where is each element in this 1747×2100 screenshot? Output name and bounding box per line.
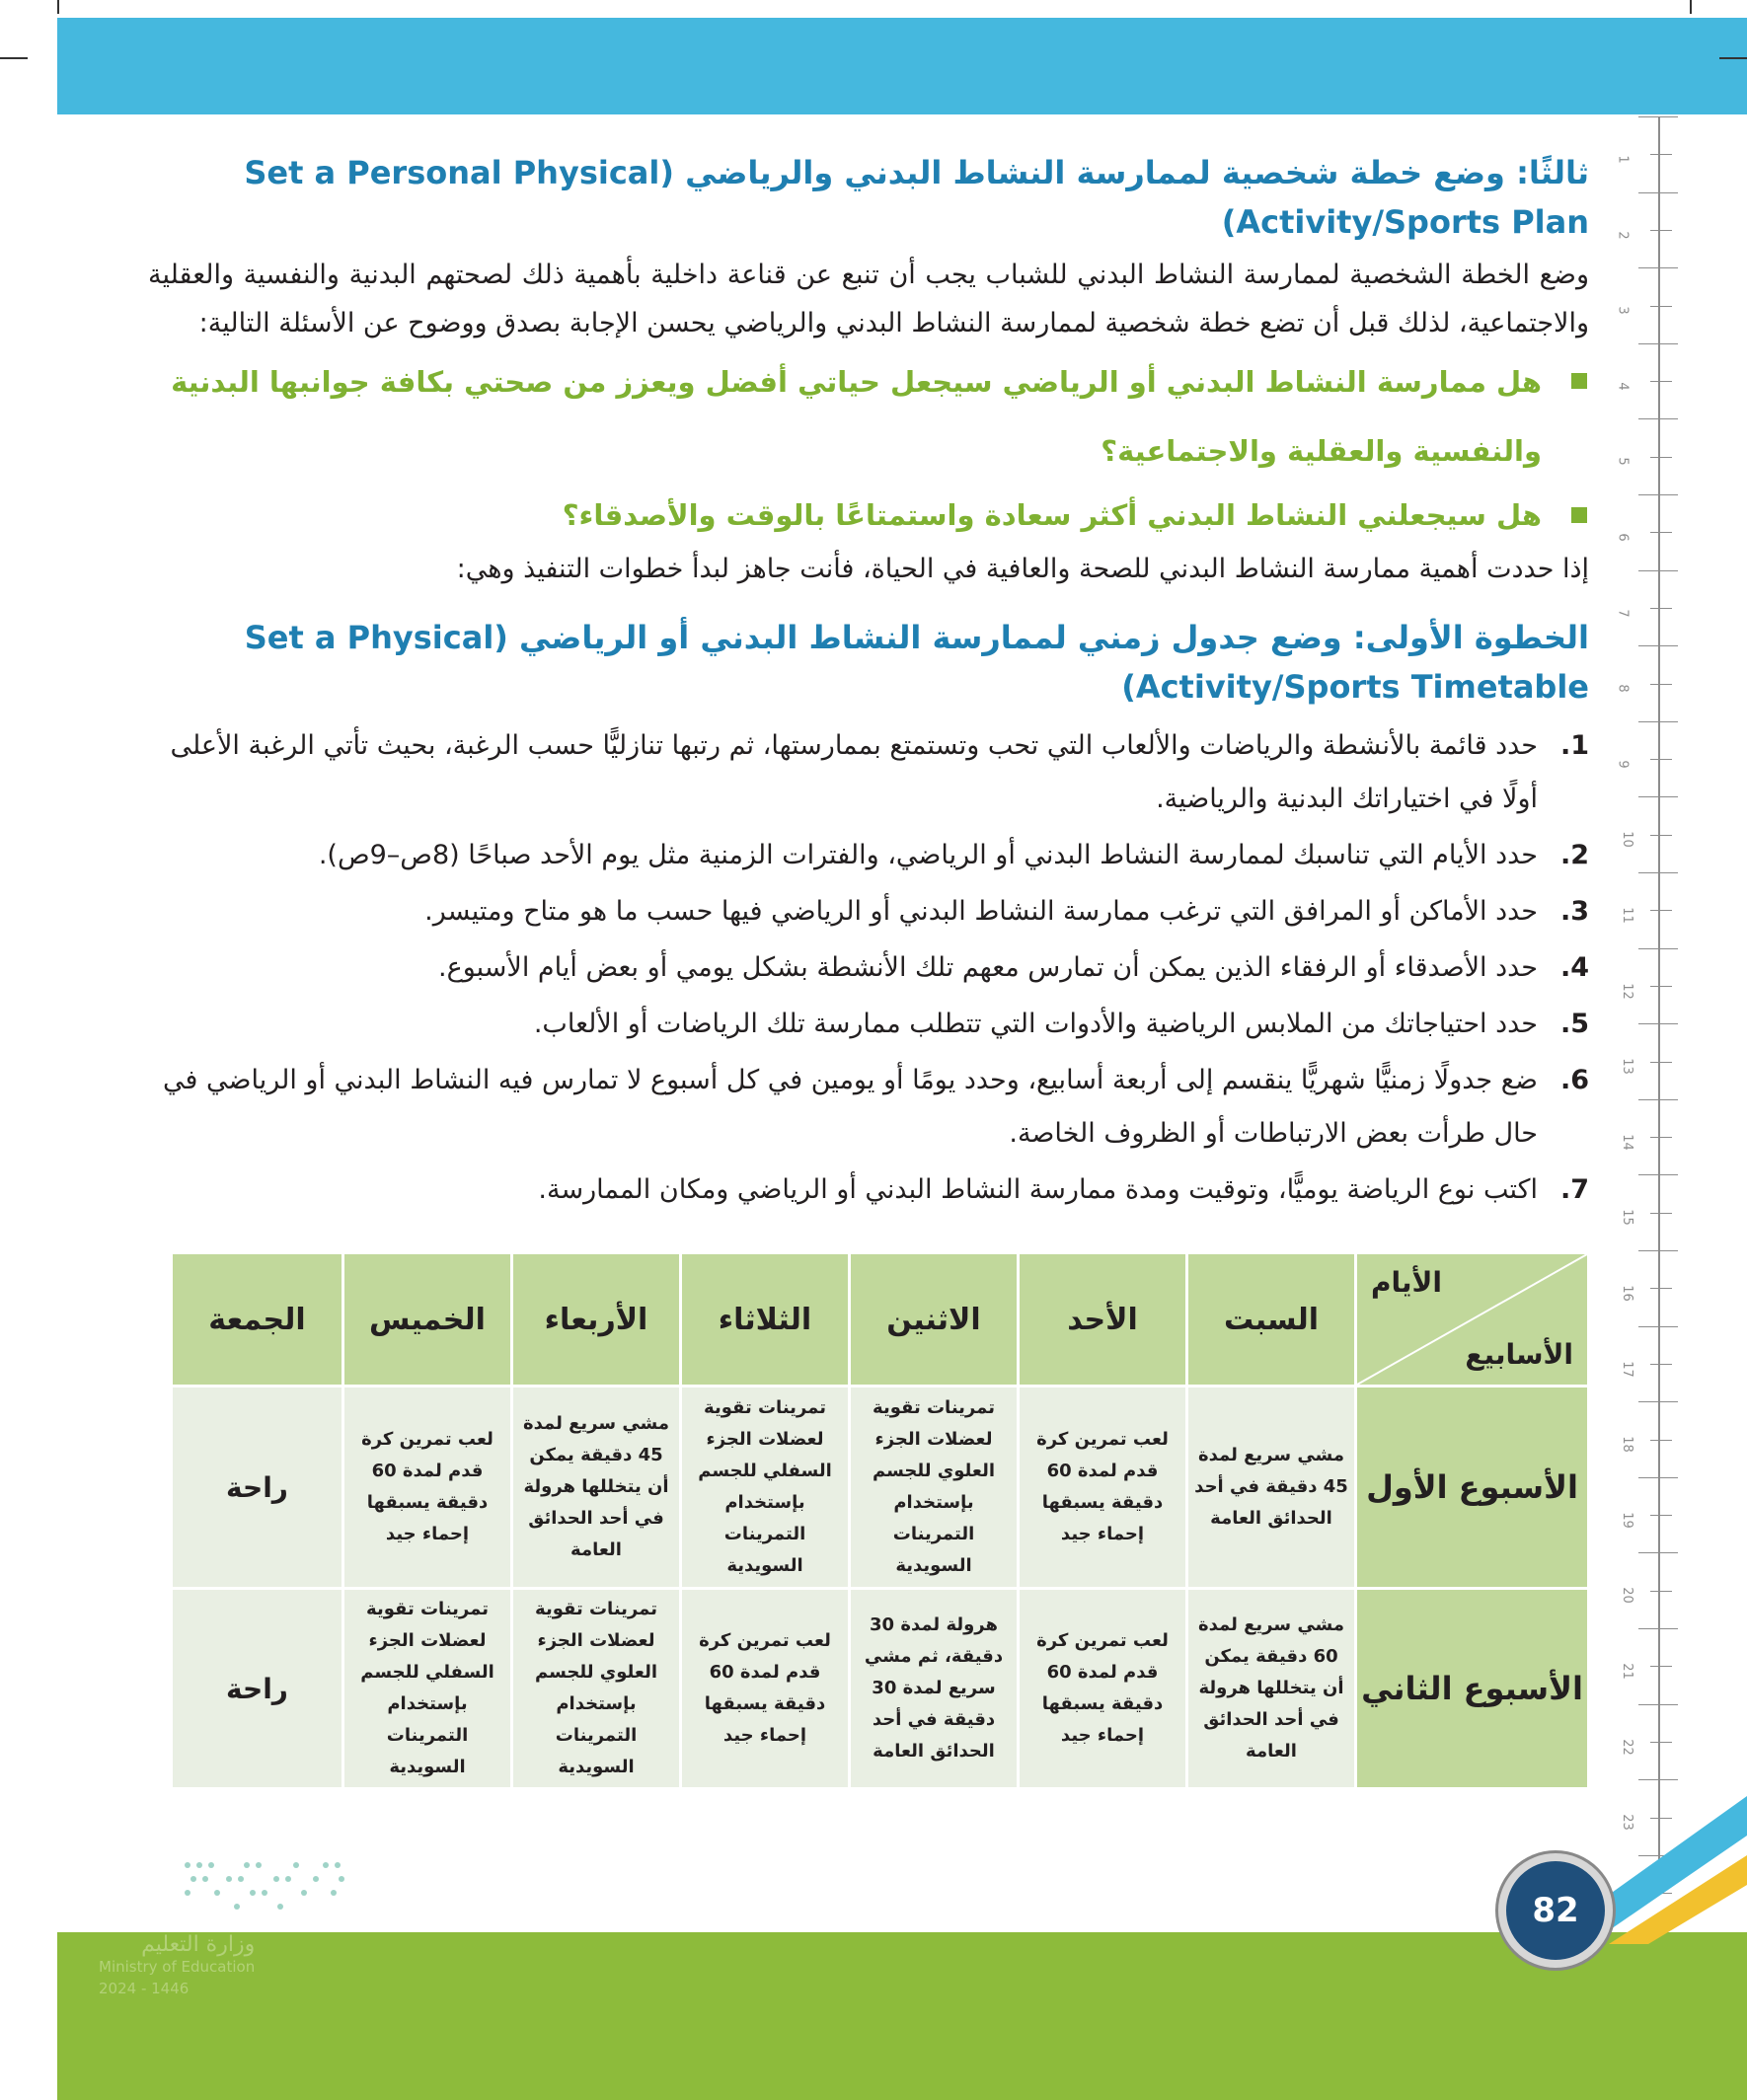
day-header: الثلاثاء — [681, 1253, 850, 1387]
ruler-tick — [1638, 796, 1678, 797]
ruler-tick — [1638, 948, 1678, 949]
table-cell: لعب تمرين كرة قدم لمدة 60 دقيقة يسبقها إحماء جيد — [681, 1589, 850, 1789]
steps-list — [148, 719, 1589, 1217]
ruler-tick — [1650, 986, 1672, 987]
question-item: هل ممارسة النشاط البدني أو الرياضي سيجعل حياتي أفضل ويعزز من صحتي بكافة جوانبها البدنية والنفسية والعقلية والاجتماعية؟ — [148, 347, 1589, 486]
list-item: 1. حدد قائمة بالأنشطة والرياضات والألعاب التي تحب وتستمتع بممارستها، ثم رتبها تنازليًّا حسب الرغبة، بحيث تأتي الرغبة الأعلى أولًا في اختياراتك البدنية والرياضية. — [170, 730, 1589, 814]
ruler-tick — [1650, 1742, 1672, 1743]
intro-paragraph: وضع الخطة الشخصية لممارسة النشاط البدني للشباب يجب أن تنبع عن قناعة داخلية بأهمية ذلك لصحتهم البدنية والنفسية والعقلية والاجتماعية، لذلك قبل أن تضع خطة شخصية لممارسة النشاط البدني والرياضي يحسن الإجابة بصدق ووضوح عن الأسئلة التالية: — [148, 260, 1589, 338]
day-header: السبت — [1187, 1253, 1356, 1387]
ruler-number: 1 — [1615, 155, 1631, 164]
square-bullet-icon — [1571, 373, 1587, 389]
ruler-number: 19 — [1619, 1512, 1634, 1529]
ruler-number: 18 — [1619, 1436, 1634, 1453]
crop-mark — [0, 57, 28, 59]
ruler-tick — [1638, 1477, 1678, 1478]
ruler-tick — [1650, 1591, 1672, 1592]
ruler-tick — [1638, 1552, 1678, 1553]
table-cell: مشي سريع لمدة 45 دقيقة في أحد الحدائق العامة — [1187, 1387, 1356, 1589]
ruler-number: 14 — [1619, 1134, 1634, 1151]
day-header: الأربعاء — [512, 1253, 681, 1387]
list-item: 2. حدد الأيام التي تناسبك لممارسة النشاط البدني أو الرياضي، والفترات الزمنية مثل يوم الأحد صباحًا (8ص–9ص). — [318, 840, 1589, 870]
table-row — [172, 1387, 1589, 1589]
question-item: هل سيجعلني النشاط البدني أكثر سعادة واستمتاعًا بالوقت والأصدقاء؟ — [148, 486, 1589, 545]
ruler-tick — [1638, 343, 1678, 344]
ruler-tick — [1650, 154, 1672, 155]
ruler-tick — [1638, 1250, 1678, 1251]
list-item: 7. اكتب نوع الرياضة يوميًّا، وتوقيت ومدة ممارسة النشاط البدني أو الرياضي ومكان الممارسة. — [538, 1174, 1589, 1205]
table-cell: لعب تمرين كرة قدم لمدة 60 دقيقة يسبقها إحماء جيد — [343, 1387, 512, 1589]
ruler-number: 2 — [1615, 230, 1631, 240]
ruler-tick — [1650, 457, 1672, 458]
ruler-number: 4 — [1615, 382, 1631, 391]
ruler-tick — [1638, 1326, 1678, 1327]
table-row — [172, 1589, 1589, 1789]
ruler-tick — [1650, 1062, 1672, 1063]
rest-cell: راحة — [172, 1589, 343, 1789]
ruler-tick — [1650, 1137, 1672, 1138]
ruler-tick — [1638, 494, 1678, 495]
table-cell: هرولة لمدة 30 دقيقة، ثم مشي سريع لمدة 30 دقيقة في أحد الحدائق العامة — [850, 1589, 1019, 1789]
ruler-number: 13 — [1619, 1058, 1634, 1075]
ruler-tick — [1638, 1174, 1678, 1175]
square-bullet-icon — [1571, 507, 1587, 523]
ruler-number: 12 — [1619, 982, 1634, 1000]
ruler-tick — [1638, 1704, 1678, 1705]
table-cell: تمرينات تقوية لعضلات الجزء العلوي للجسم بإستخدام التمرينات السويدية — [512, 1589, 681, 1789]
table-cell: لعب تمرين كرة قدم لمدة 60 دقيقة يسبقها إحماء جيد — [1019, 1387, 1187, 1589]
bottom-green-band — [57, 1932, 1747, 2100]
crop-mark — [1690, 0, 1692, 14]
ruler-number: 11 — [1619, 907, 1634, 924]
ruler-tick — [1638, 1099, 1678, 1100]
ruler-tick — [1650, 608, 1672, 609]
ruler-tick — [1650, 1213, 1672, 1214]
crop-mark — [57, 0, 59, 14]
ruler-tick — [1650, 230, 1672, 231]
ruler-number: 21 — [1619, 1663, 1634, 1680]
page-number-badge: 82 — [1498, 1853, 1613, 1968]
table-header-row — [172, 1253, 1589, 1387]
table-cell: مشي سريع لمدة 60 دقيقة يمكن أن يتخللها هرولة في أحد الحدائق العامة — [1187, 1589, 1356, 1789]
table-cell: تمرينات تقوية لعضلات الجزء العلوي للجسم بإستخدام التمرينات السويدية — [850, 1387, 1019, 1589]
main-content — [148, 148, 1589, 1220]
weeks-label: الأسابيع — [1465, 1338, 1573, 1371]
list-item: 3. حدد الأماكن أو المرافق التي ترغب ممارسة النشاط البدني أو الرياضي فيها حسب ما هو متاح ومتيسر. — [424, 896, 1589, 927]
ruler-number: 9 — [1615, 760, 1631, 769]
ruler-tick — [1650, 759, 1672, 760]
ruler-number: 7 — [1615, 608, 1631, 618]
ruler-tick — [1638, 645, 1678, 646]
weekly-timetable — [170, 1251, 1590, 1790]
ruler-number: 8 — [1615, 684, 1631, 693]
day-header: الاثنين — [850, 1253, 1019, 1387]
ruler-number: 17 — [1619, 1360, 1634, 1378]
ruler-tick — [1650, 1515, 1672, 1516]
page-ruler — [1615, 116, 1676, 1863]
step-heading: الخطوة الأولى: وضع جدول زمني لممارسة النشاط البدني أو الرياضي (Set a Physical Activity/Sports Timetable) — [244, 619, 1589, 706]
ruler-tick — [1638, 116, 1678, 117]
conclusion-paragraph: إذا حددت أهمية ممارسة النشاط البدني للصحة والعافية في الحياة، فأنت جاهز لبدأ خطوات التنفيذ وهي: — [456, 554, 1589, 584]
ruler-number: 15 — [1619, 1209, 1634, 1227]
ruler-number: 6 — [1615, 533, 1631, 542]
top-color-band — [57, 18, 1747, 114]
ruler-tick — [1650, 532, 1672, 533]
table-corner-cell — [1356, 1253, 1589, 1387]
ruler-tick — [1650, 684, 1672, 685]
list-item: 4. حدد الأصدقاء أو الرفقاء الذين يمكن أن تمارس معهم تلك الأنشطة بشكل يومي أو بعض أيام الأسبوع. — [438, 952, 1589, 983]
ruler-tick — [1650, 1364, 1672, 1365]
ruler-tick — [1650, 835, 1672, 836]
ruler-number: 20 — [1619, 1587, 1634, 1605]
week-label: الأسبوع الثاني — [1356, 1589, 1589, 1789]
ruler-tick — [1638, 418, 1678, 419]
days-label: الأيام — [1371, 1266, 1442, 1299]
table-cell: مشي سريع لمدة 45 دقيقة يمكن أن يتخللها هرولة في أحد الحدائق العامة — [512, 1387, 681, 1589]
ministry-logo-icon — [178, 1855, 355, 1914]
ruler-tick — [1638, 872, 1678, 873]
ruler-tick — [1638, 570, 1678, 571]
section-heading: ثالثًا: وضع خطة شخصية لممارسة النشاط البدني والرياضي (Set a Personal Physical Activity/Sports Plan) — [244, 154, 1589, 241]
list-item: 6. ضع جدولًا زمنيًّا شهريًّا ينقسم إلى أربعة أسابيع، وحدد يومًا أو يومين في كل أسبوع لا تمارس فيه النشاط البدني أو الرياضي في حال طرأت بعض الارتباطات أو الظروف الخاصة. — [163, 1065, 1589, 1149]
ruler-tick — [1650, 910, 1672, 911]
ruler-tick — [1638, 1401, 1678, 1402]
ruler-tick — [1650, 1666, 1672, 1667]
day-header: الأحد — [1019, 1253, 1187, 1387]
ruler-tick — [1638, 1628, 1678, 1629]
ruler-number: 16 — [1619, 1285, 1634, 1302]
ruler-tick — [1650, 1440, 1672, 1441]
day-header: الجمعة — [172, 1253, 343, 1387]
ruler-tick — [1650, 306, 1672, 307]
rest-cell: راحة — [172, 1387, 343, 1589]
ruler-number: 23 — [1619, 1814, 1634, 1831]
table-cell: تمرينات تقوية لعضلات الجزء السفلي للجسم بإستخدام التمرينات السويدية — [343, 1589, 512, 1789]
ruler-number: 22 — [1619, 1738, 1634, 1756]
ruler-tick — [1638, 721, 1678, 722]
table-cell: لعب تمرين كرة قدم لمدة 60 دقيقة يسبقها إحماء جيد — [1019, 1589, 1187, 1789]
day-header: الخميس — [343, 1253, 512, 1387]
ruler-number: 5 — [1615, 457, 1631, 467]
table-cell: تمرينات تقوية لعضلات الجزء السفلي للجسم بإستخدام التمرينات السويدية — [681, 1387, 850, 1589]
ministry-watermark: وزارة التعليم Ministry of Education 2024 - 1446 — [99, 1932, 256, 1997]
list-item: 5. حدد احتياجاتك من الملابس الرياضية والأدوات التي تتطلب ممارسة تلك الرياضات أو الألعاب. — [533, 1009, 1589, 1039]
ruler-tick — [1638, 192, 1678, 193]
ruler-tick — [1650, 1288, 1672, 1289]
ruler-tick — [1638, 1023, 1678, 1024]
ruler-tick — [1638, 267, 1678, 268]
crop-mark — [1719, 57, 1747, 59]
ruler-number: 10 — [1619, 831, 1634, 849]
ruler-tick — [1650, 381, 1672, 382]
ruler-number: 3 — [1615, 306, 1631, 315]
week-label: الأسبوع الأول — [1356, 1387, 1589, 1589]
